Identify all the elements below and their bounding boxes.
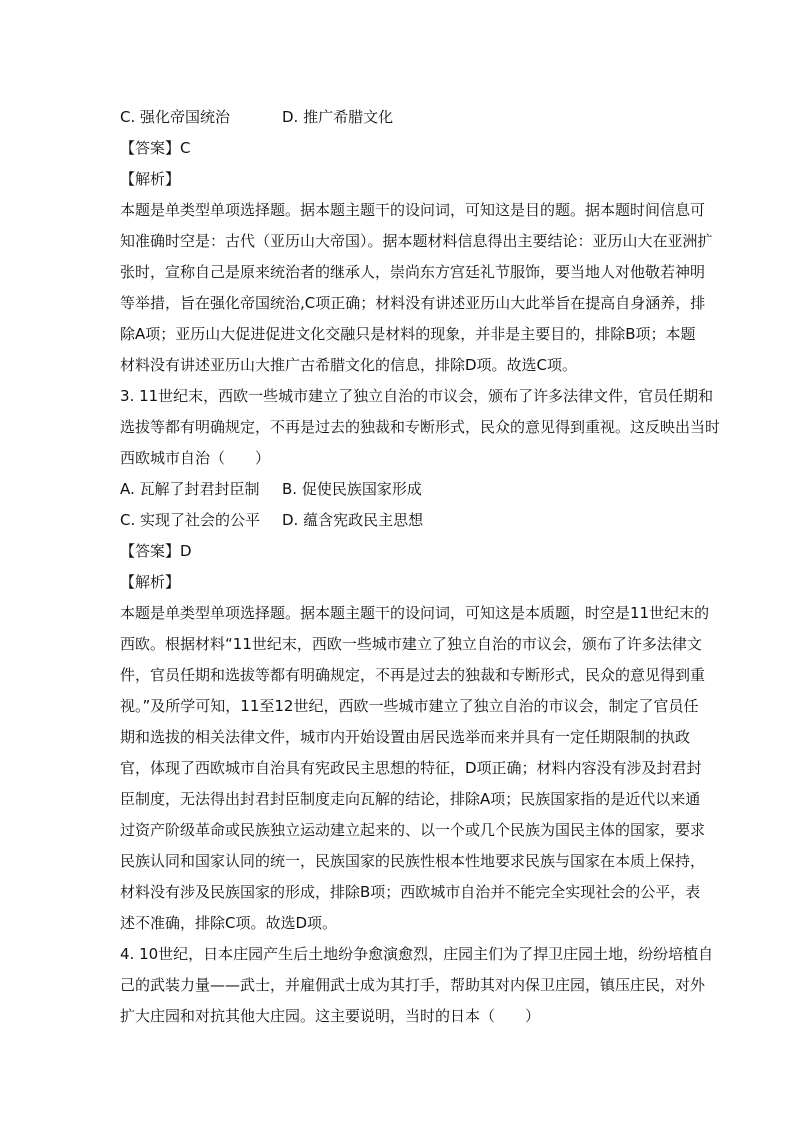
q2-option-c: C. 强化帝国统治 bbox=[120, 108, 231, 126]
q3-analysis-line: 民族认同和国家认同的统一，民族国家的民族性根本性地要求民族与国家在本质上保持， bbox=[120, 852, 706, 870]
q3-analysis-line: 期和选拔的相关法律文件，城市内开始设置由居民选举而来并具有一定任期限制的执政 bbox=[120, 728, 691, 746]
q3-analysis-line: 西欧。根据材料“11世纪末，西欧一些城市建立了独立自治的市议会，颁布了许多法律文 bbox=[120, 635, 702, 653]
q3-analysis-line: 材料没有涉及民族国家的形成，排除B项；西欧城市自治并不能完全实现社会的公平，表 bbox=[120, 883, 701, 901]
q2-analysis-label: 【解析】 bbox=[120, 170, 181, 188]
q2-option-d: D. 推广希腊文化 bbox=[282, 108, 394, 126]
q2-options-row-cd bbox=[120, 102, 680, 133]
q3-option-b: B. 促使民族国家形成 bbox=[282, 480, 422, 498]
q4-stem-line: 己的武装力量——武士，并雇佣武士成为其打手，帮助其对内保卫庄园，镇压庄民，对外 bbox=[120, 976, 706, 994]
q3-option-c: C. 实现了社会的公平 bbox=[120, 511, 261, 529]
q2-analysis-line: 知准确时空是：古代（亚历山大帝国）。据本题材料信息得出主要结论：亚历山大在亚洲扩 bbox=[120, 232, 713, 250]
q3-options-row-ab bbox=[120, 474, 680, 505]
q2-analysis-line: 等举措，旨在强化帝国统治,C项正确；材料没有讲述亚历山大此举旨在提高自身涵养，排 bbox=[120, 294, 706, 312]
q3-options-row-cd bbox=[120, 505, 680, 536]
q3-analysis-label: 【解析】 bbox=[120, 573, 181, 591]
q3-analysis-line: 过资产阶级革命或民族独立运动建立起来的、以一个或几个民族为国民主体的国家，要求 bbox=[120, 821, 706, 839]
q4-stem-line: 扩大庄园和对抗其他大庄园。这主要说明，当时的日本（ ） bbox=[120, 1007, 541, 1025]
q3-analysis-line: 官，体现了西欧城市自治具有宪政民主思想的特征，D项正确；材料内容没有涉及封君封 bbox=[120, 759, 702, 777]
q2-answer: 【答案】C bbox=[120, 139, 191, 157]
q3-analysis-line: 视。”及所学可知，11至12世纪，西欧一些城市建立了独立自治的市议会，制定了官员任 bbox=[120, 697, 699, 715]
q2-analysis-line: 材料没有讲述亚历山大推广古希腊文化的信息，排除D项。故选C项。 bbox=[120, 356, 578, 374]
q3-option-a: A. 瓦解了封君封臣制 bbox=[120, 480, 260, 498]
document-content bbox=[120, 102, 721, 1032]
q3-analysis-line: 述不准确，排除C项。故选D项。 bbox=[120, 914, 338, 932]
q3-stem-line: 西欧城市自治（ ） bbox=[120, 449, 271, 467]
q3-option-d: D. 蕴含宪政民主思想 bbox=[282, 511, 424, 529]
q2-analysis-line: 本题是单类型单项选择题。据本题主题干的设问词，可知这是目的题。据本题时间信息可 bbox=[120, 201, 706, 219]
q3-analysis-line: 件，官员任期和选拔等都有明确规定，不再是过去的独裁和专断形式，民众的意见得到重 bbox=[120, 666, 706, 684]
q3-analysis-line: 本题是单类型单项选择题。据本题主题干的设问词，可知这是本质题，时空是11世纪末的 bbox=[120, 604, 710, 622]
q2-analysis-line: 张时，宣称自己是原来统治者的继承人，崇尚东方宫廷礼节服饰，要当地人对他敬若神明 bbox=[120, 263, 706, 281]
q3-stem-line: 选拔等都有明确规定，不再是过去的独裁和专断形式，民众的意见得到重视。这反映出当时 bbox=[120, 418, 721, 436]
q3-analysis-line: 臣制度，无法得出封君封臣制度走向瓦解的结论，排除A项；民族国家指的是近代以来通 bbox=[120, 790, 701, 808]
q2-analysis-line: 除A项；亚历山大促进促进文化交融只是材料的现象，并非是主要目的，排除B项；本题 bbox=[120, 325, 696, 343]
q3-answer: 【答案】D bbox=[120, 542, 192, 560]
q3-stem-line: 3. 11世纪末，西欧一些城市建立了独立自治的市议会，颁布了许多法律文件，官员任期和 bbox=[120, 387, 714, 405]
q4-stem-line: 4. 10世纪，日本庄园产生后土地纷争愈演愈烈，庄园主们为了捍卫庄园土地，纷纷培植自 bbox=[120, 945, 714, 963]
